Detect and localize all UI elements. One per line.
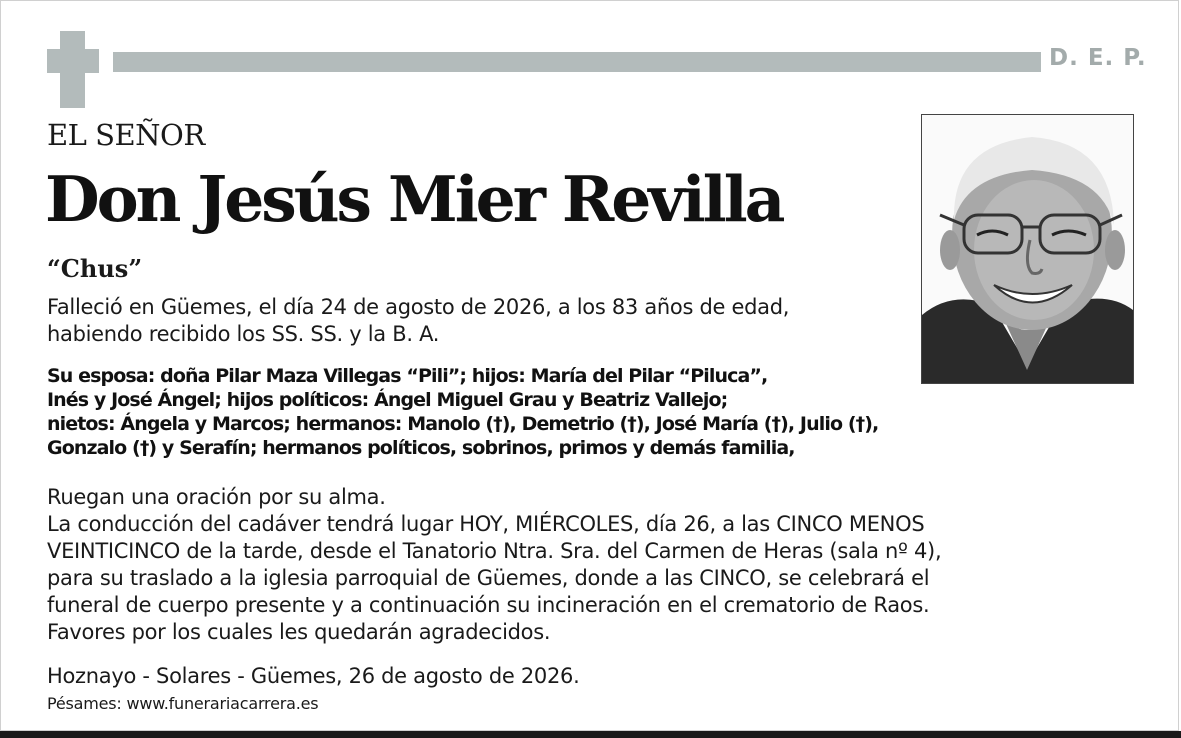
bottom-bar — [0, 731, 1181, 738]
dep-label: D. E. P. — [1049, 45, 1147, 71]
family-line: Gonzalo (†) y Serafín; hermanos políticos, sobrinos, primos y demás familia, — [47, 437, 795, 459]
honorific-prefix: EL SEÑOR — [47, 118, 205, 152]
family-line: Inés y José Ángel; hijos políticos: Ángel Miguel Grau y Beatriz Vallejo; — [47, 389, 728, 411]
cross-horizontal — [47, 49, 99, 73]
service-line: Ruegan una oración por su alma. — [47, 485, 386, 509]
family-line: nietos: Ángela y Marcos; hermanos: Manolo (†), Demetrio (†), José María (†), Julio (†), — [47, 413, 879, 435]
service-line: VEINTICINCO de la tarde, desde el Tanatorio Ntra. Sra. del Carmen de Heras (sala nº 4), — [47, 539, 942, 563]
service-line: Favores por los cuales les quedarán agradecidos. — [47, 620, 551, 644]
service-line: funeral de cuerpo presente y a continuación su incineración en el crematorio de Raos. — [47, 593, 930, 617]
service-details — [47, 484, 941, 646]
condolences-link[interactable]: Pésames: www.funerariacarrera.es — [47, 694, 319, 713]
family-line: Su esposa: doña Pilar Maza Villegas “Pili”; hijos: María del Pilar “Piluca”, — [47, 365, 768, 387]
service-line: La conducción del cadáver tendrá lugar HOY, MIÉRCOLES, día 26, a las CINCO MENOS — [47, 512, 925, 536]
portrait-photo — [921, 114, 1134, 384]
death-line: habiendo recibido los SS. SS. y la B. A. — [47, 322, 440, 346]
place-date: Hoznayo - Solares - Güemes, 26 de agosto de 2026. — [47, 664, 580, 688]
deceased-name: Don Jesús Mier Revilla — [45, 162, 783, 236]
header-rule — [113, 52, 1041, 72]
nickname: “Chus” — [47, 254, 143, 283]
service-line: para su traslado a la iglesia parroquial de Güemes, donde a las CINCO, se celebrará el — [47, 566, 930, 590]
death-line: Falleció en Güemes, el día 24 de agosto de 2026, a los 83 años de edad, — [47, 295, 790, 319]
death-details — [47, 294, 789, 348]
family-list — [47, 364, 878, 460]
portrait-image — [922, 115, 1133, 383]
